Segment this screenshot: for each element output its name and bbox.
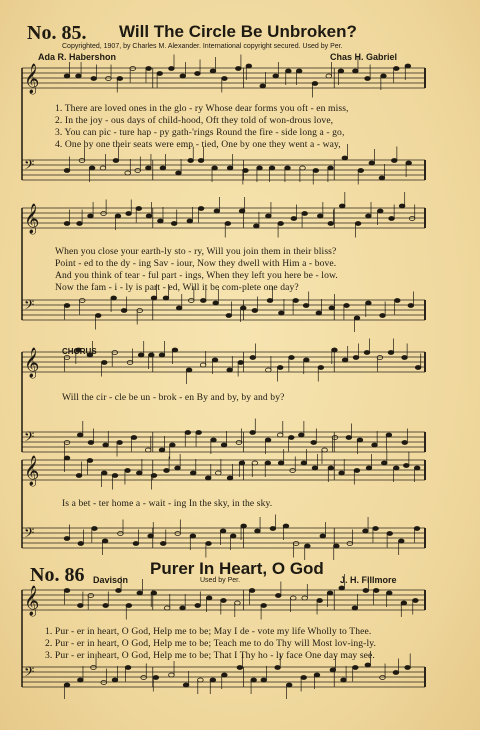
svg-text:𝄞: 𝄞 — [24, 204, 40, 234]
lyricist-85: Ada R. Habershon — [38, 52, 117, 62]
svg-text:𝄢: 𝄢 — [24, 664, 35, 683]
bass-staff — [22, 419, 425, 465]
hymn-number-86: No. 86 — [30, 564, 85, 586]
hymn86-verse-1: 1. Pur - er in heart, O God, Help me to be; May I de - vote my life Wholly to Thee. — [45, 626, 372, 637]
chorus-line-1: Will the cir - cle be un - brok - en By and by, by and by? — [62, 392, 285, 403]
svg-text:𝄢: 𝄢 — [24, 429, 35, 448]
hymn-title-85: Will The Circle Be Unbroken? — [119, 22, 357, 41]
chorus-line-2: Is a bet - ter home a - wait - ing In the sky, in the sky. — [62, 498, 273, 509]
hymn86-verse-3: 3. Pur - er in heart, O God, Help me to be; That I Thy ho - ly face One day may see. — [45, 650, 375, 661]
verse-line-2a: 2. In the joy - ous days of child-hood, Oft they told of won-drous love, — [55, 115, 334, 126]
permission-86: Used by Per. — [200, 577, 241, 584]
verse-line-3b: And you think of tear - ful part - ings, When they left you here be - low. — [55, 270, 338, 281]
svg-text:𝄢: 𝄢 — [24, 297, 35, 316]
svg-text:𝄢: 𝄢 — [24, 157, 35, 176]
chorus-label: CHORUS — [62, 347, 97, 356]
verse-line-4b: Now the fam - i - ly is part - ed, Will it be com-plete one day? — [55, 282, 299, 293]
verse-line-4a: 4. One by one their seats were emp - tied, One by one they went a - way, — [55, 139, 341, 150]
svg-text:𝄞: 𝄞 — [24, 64, 40, 94]
hymn86-verse-2: 2. Pur - er in heart, O God, Help me to be; Teach me to do Thy will Most lov-ing-ly. — [45, 638, 377, 649]
copyright-notice: Copyrighted, 1907, by Charles M. Alexander. International copyright secured. Used by Per. — [62, 43, 343, 50]
svg-text:𝄢: 𝄢 — [24, 525, 35, 544]
treble-staff — [22, 192, 425, 238]
hymn-number-85: No. 85. — [27, 22, 87, 44]
composer-85: Chas H. Gabriel — [330, 52, 398, 62]
bass-staff — [22, 144, 425, 185]
verse-line-1a: 1. There are loved ones in the glo - ry Whose dear forms you oft - en miss, — [55, 103, 349, 114]
treble-staff — [22, 449, 425, 490]
lyricist-86: Davison — [93, 575, 129, 585]
treble-staff — [22, 339, 425, 385]
svg-text:𝄞: 𝄞 — [24, 348, 40, 378]
svg-text:𝄞: 𝄞 — [24, 456, 40, 486]
verse-line-3a: 3. You can pic - ture hap - py gath-'rings Round the fire - side long a - go, — [55, 127, 345, 138]
verse-line-1b: When you close your earth-ly sto - ry, Will you join them in their bliss? — [55, 246, 337, 257]
bass-staff — [22, 515, 425, 561]
svg-text:𝄞: 𝄞 — [24, 586, 40, 616]
composer-86: J. H. Fillmore — [340, 575, 397, 585]
verse-line-2b: Point - ed to the dy - ing Sav - iour, Now they dwell with Him a - bove. — [55, 258, 337, 269]
hymn-title-86: Purer In Heart, O God — [150, 559, 324, 578]
